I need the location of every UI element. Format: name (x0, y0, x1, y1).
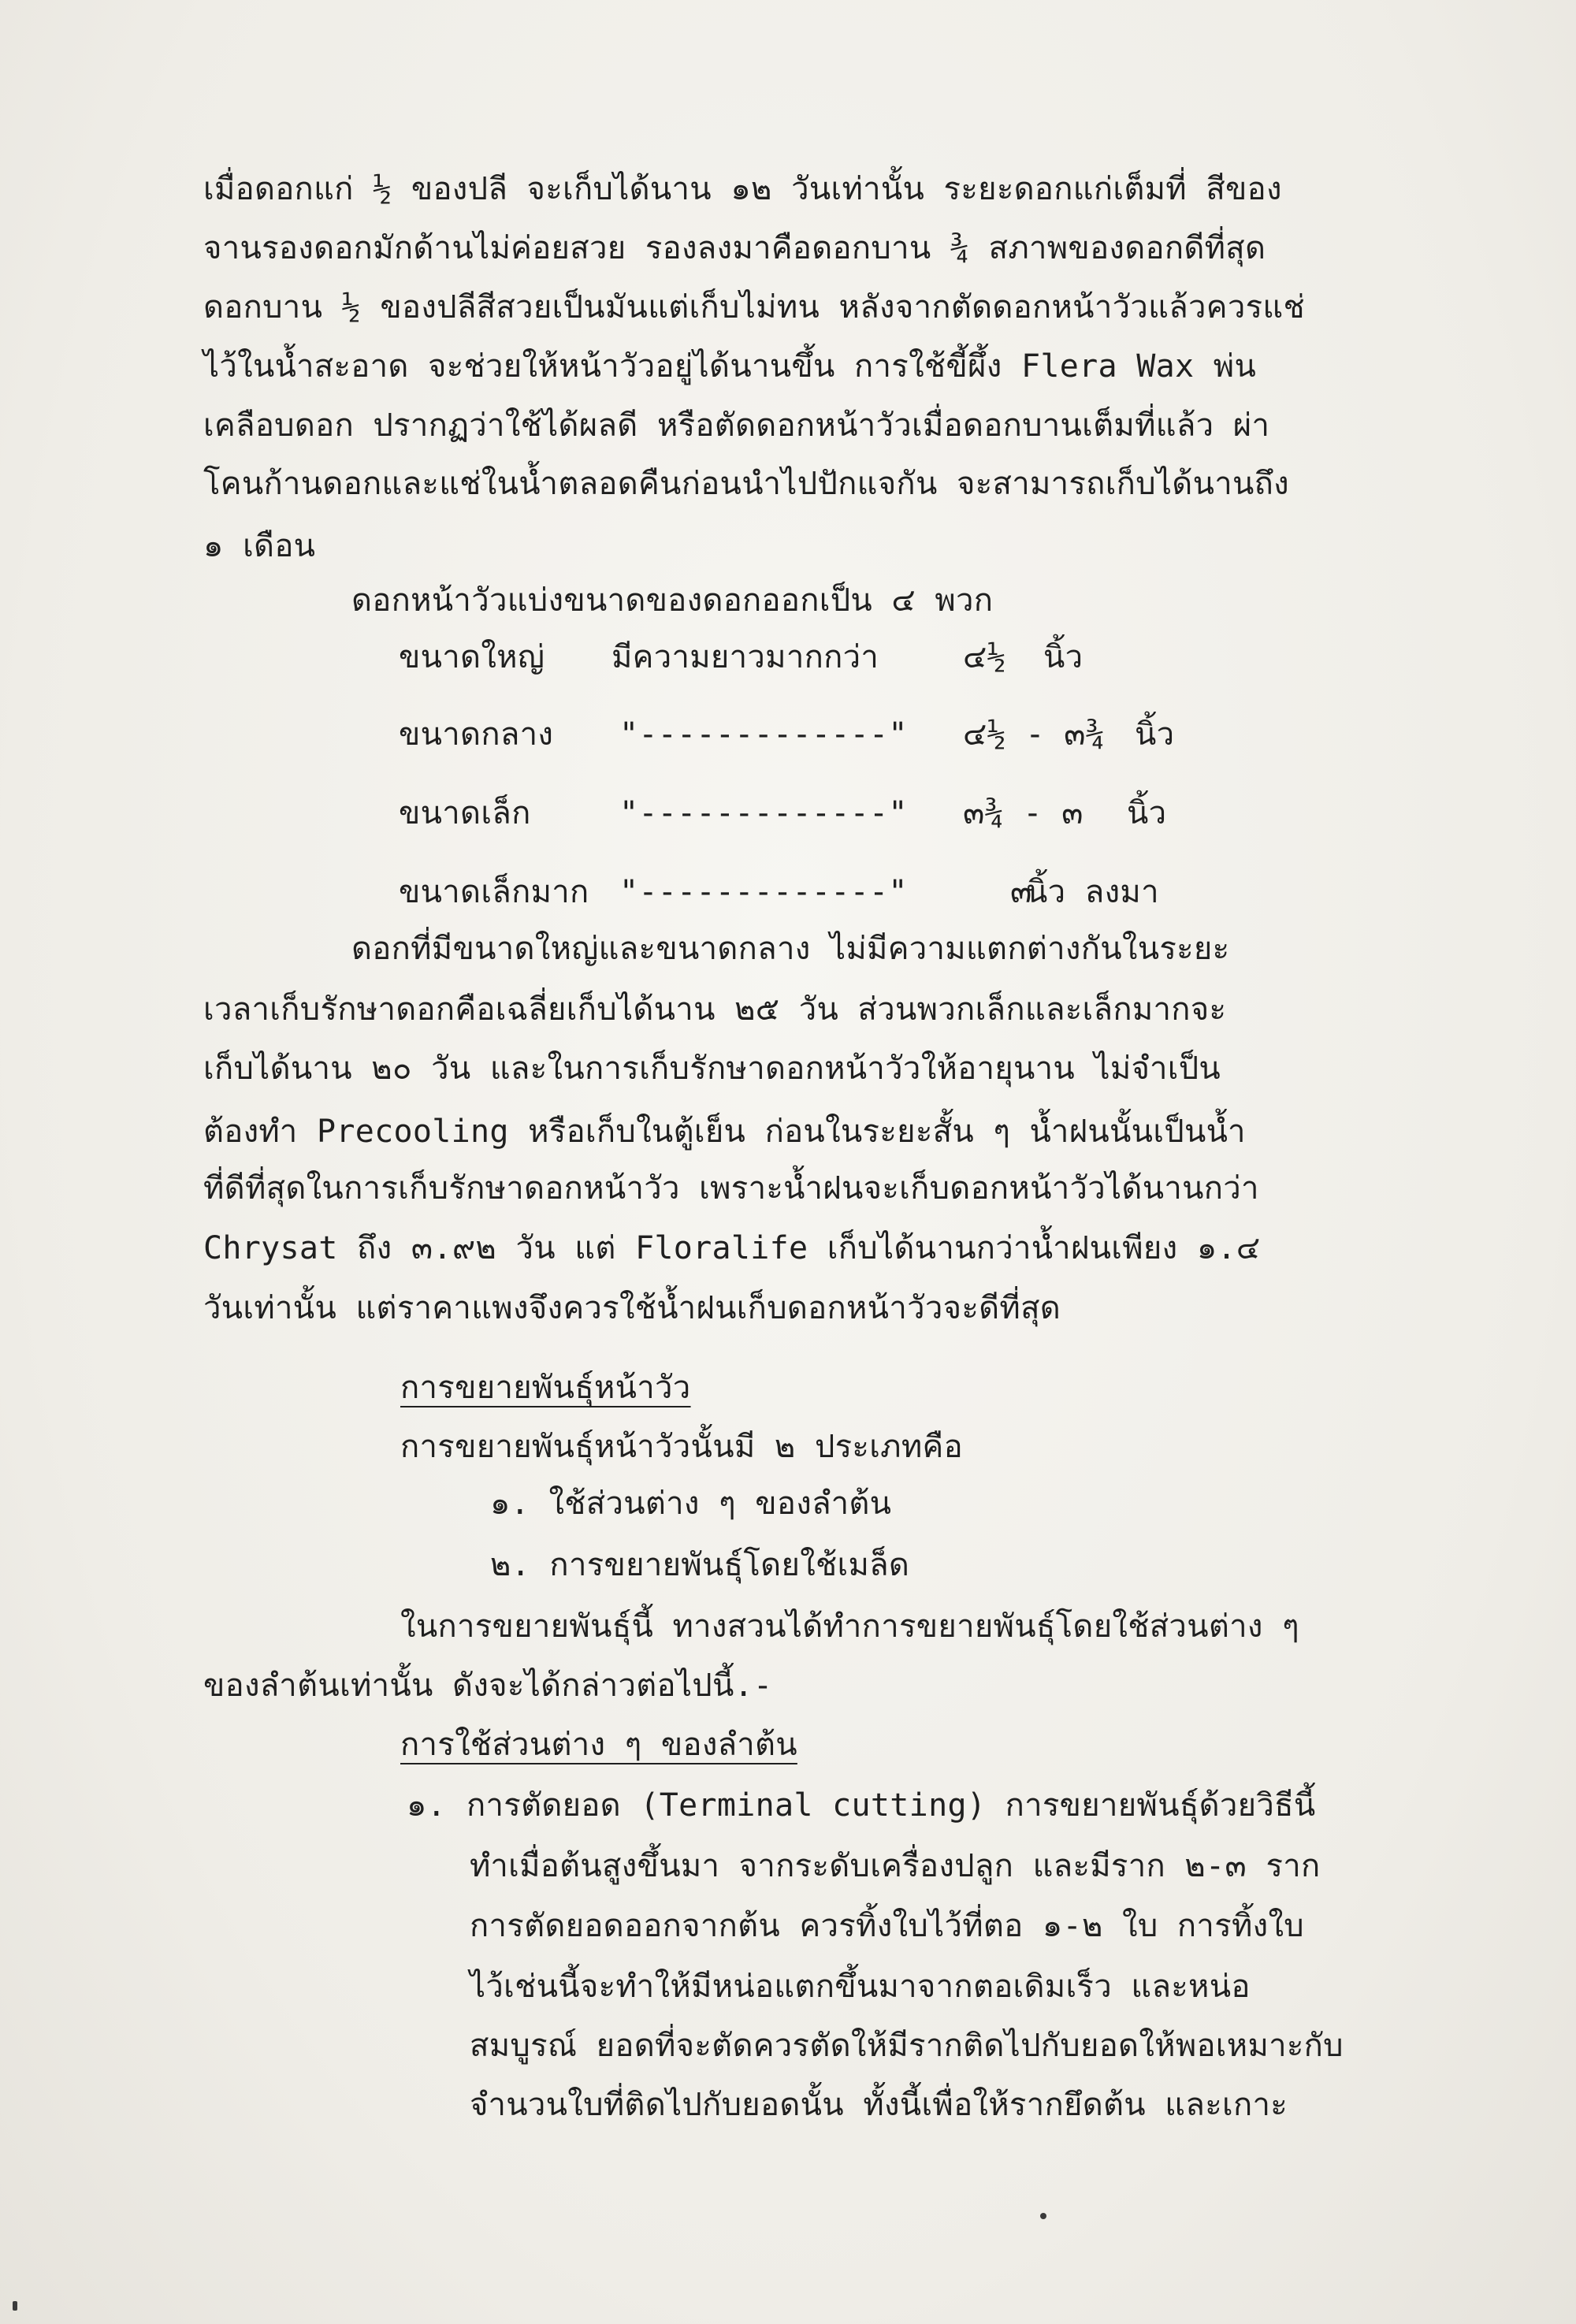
para1-line6: โคนก้านดอกและแช่ในน้ำตลอดคืนก่อนนำไปปักแจกัน จะสามารถเก็บได้นานถึง (203, 466, 1289, 502)
stem-item-line1: การตัดยอด (Terminal cutting) การขยายพันธุ์ด้วยวิธีนี้ (466, 1787, 1316, 1824)
size-row-medium-label: ขนาดกลาง (399, 716, 554, 753)
propagation-item-1: ๑. ใช้ส่วนต่าง ๆ ของลำต้น (490, 1486, 892, 1522)
para2-line1: ดอกที่มีขนาดใหญ่และขนาดกลาง ไม่มีความแตกต่างกันในระยะ (351, 931, 1230, 967)
propagation-item-2: ๒. การขยายพันธุ์โดยใช้เมล็ด (490, 1547, 910, 1583)
stem-item-line5: สมบูรณ์ ยอดที่จะตัดควรตัดให้มีรากติดไปกับยอดให้พอเหมาะกับ (470, 2028, 1344, 2064)
size-row-large-label: ขนาดใหญ่ (399, 639, 545, 675)
size-row-small-unit: นิ้ว (1127, 795, 1167, 831)
para1-line5: เคลือบดอก ปรากฏว่าใช้ได้ผลดี หรือตัดดอกหน้าวัวเมื่อดอกบานเต็มที่แล้ว ผ่า (203, 407, 1270, 444)
size-row-large-unit: นิ้ว (1043, 639, 1084, 675)
stem-item-line6: จำนวนใบที่ติดไปกับยอดนั้น ทั้งนี้เพื่อให้รากยึดต้น และเกาะ (470, 2087, 1288, 2123)
stem-item-line2: ทำเมื่อต้นสูงขึ้นมา จากระดับเครื่องปลูก และมีราก ๒-๓ ราก (470, 1848, 1321, 1884)
para1-line1: เมื่อดอกแก่ ½ ของปลี จะเก็บได้นาน ๑๒ วันเท่านั้น ระยะดอกแก่เต็มที่ สีของ (203, 171, 1282, 207)
size-row-xsmall-unit: นิ้ว ลงมา (1026, 874, 1159, 910)
stem-parts-heading: การใช้ส่วนต่าง ๆ ของลำต้น (400, 1727, 797, 1763)
size-row-small-value: ๓¾ - ๓ (963, 795, 1084, 831)
propagation-heading: การขยายพันธุ์หน้าวัว (400, 1370, 691, 1406)
para2-line5: ที่ดีที่สุดในการเก็บรักษาดอกหน้าวัว เพราะน้ำฝนจะเก็บดอกหน้าวัวได้นานกว่า (203, 1170, 1259, 1207)
size-row-small-desc: "-------------" (619, 795, 908, 831)
size-row-xsmall-desc: "-------------" (619, 874, 908, 910)
propagation-note-line2: ของลำต้นเท่านั้น ดังจะได้กล่าวต่อไปนี้.- (203, 1668, 773, 1704)
para1-line2: จานรองดอกมักด้านไม่ค่อยสวย รองลงมาคือดอกบาน ¾ สภาพของดอกดีที่สุด (203, 230, 1266, 266)
stem-item-number: ๑. (407, 1787, 447, 1824)
scan-speck (13, 2301, 17, 2311)
size-row-xsmall-value: ๓ (1010, 874, 1032, 910)
size-row-large-desc: มีความยาวมากกว่า (611, 639, 879, 675)
para2-line3: เก็บได้นาน ๒๐ วัน และในการเก็บรักษาดอกหน้าวัวให้อายุนาน ไม่จำเป็น (203, 1050, 1221, 1087)
size-row-large-value: ๔½ (963, 639, 1006, 675)
para1-line3: ดอกบาน ½ ของปลีสีสวยเป็นมันแต่เก็บไม่ทน หลังจากตัดดอกหน้าวัวแล้วควรแช่ (203, 289, 1305, 325)
para2-line4: ต้องทำ Precooling หรือเก็บในตู้เย็น ก่อนในระยะสั้น ๆ น้ำฝนนั้นเป็นน้ำ (203, 1114, 1246, 1150)
propagation-note-line1: ในการขยายพันธุ์นี้ ทางสวนได้ทำการขยายพันธุ์โดยใช้ส่วนต่าง ๆ (400, 1608, 1299, 1645)
size-row-small-label: ขนาดเล็ก (399, 795, 531, 831)
para2-line2: เวลาเก็บรักษาดอกคือเฉลี่ยเก็บได้นาน ๒๕ วัน ส่วนพวกเล็กและเล็กมากจะ (203, 991, 1227, 1028)
size-intro: ดอกหน้าวัวแบ่งขนาดของดอกออกเป็น ๔ พวก (351, 582, 994, 619)
para2-line7: วันเท่านั้น แต่ราคาแพงจึงควรใช้น้ำฝนเก็บดอกหน้าวัวจะดีที่สุด (203, 1290, 1061, 1326)
stem-item-line3: การตัดยอดออกจากต้น ควรทิ้งใบไว้ที่ตอ ๑-๒ ใบ การทิ้งใบ (470, 1908, 1305, 1944)
stem-item-line4: ไว้เช่นนี้จะทำให้มีหน่อแตกขึ้นมาจากตอเดิมเร็ว และหน่อ (470, 1969, 1251, 2005)
size-row-medium-unit: นิ้ว (1135, 716, 1175, 753)
size-row-medium-desc: "-------------" (619, 716, 908, 753)
para1-line4: ไว้ในน้ำสะอาด จะช่วยให้หน้าวัวอยู่ได้นานขึ้น การใช้ขี้ผึ้ง Flera Wax พ่น (203, 348, 1257, 385)
size-row-xsmall-label: ขนาดเล็กมาก (399, 874, 589, 910)
para1-line7: ๑ เดือน (203, 528, 316, 564)
para2-line6: Chrysat ถึง ๓.๙๒ วัน แต่ Floralife เก็บได้นานกว่าน้ำฝนเพียง ๑.๔ (203, 1230, 1261, 1266)
size-row-medium-value: ๔½ - ๓¾ (963, 716, 1106, 753)
propagation-intro: การขยายพันธุ์หน้าวัวนั้นมี ๒ ประเภทคือ (400, 1429, 963, 1465)
scan-speck (1040, 2213, 1046, 2219)
